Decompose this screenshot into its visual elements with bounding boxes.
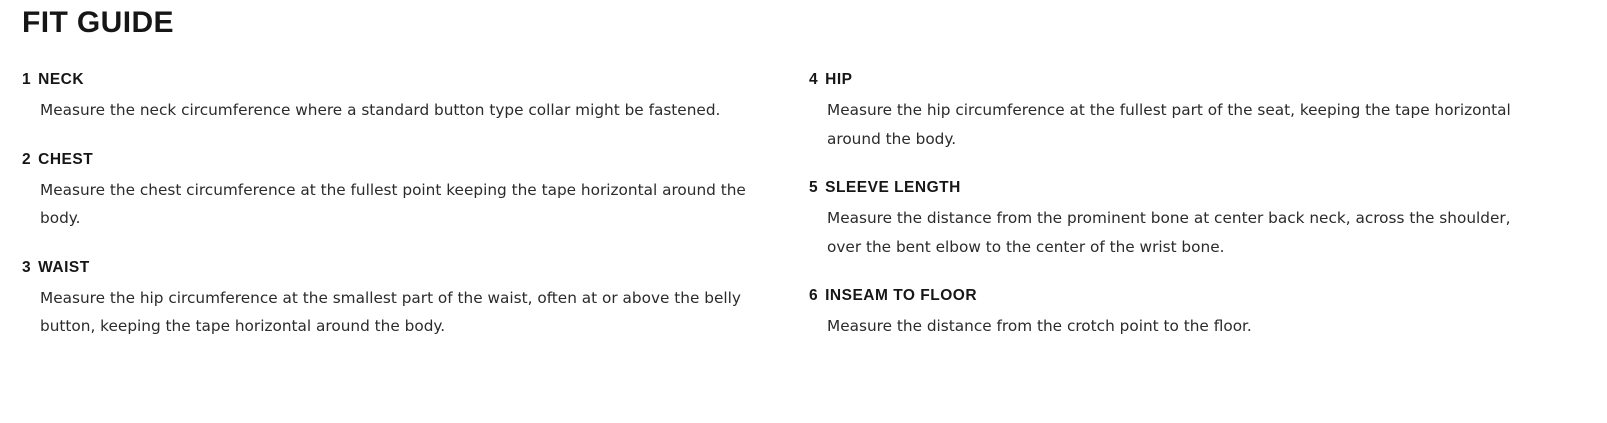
fit-guide-entry-waist [22, 258, 763, 341]
entry-description: Measure the hip circumference at the fullest part of the seat, keeping the tape horizontal around the body. [827, 101, 1511, 148]
entry-heading [22, 70, 763, 89]
entry-number: 6 [809, 286, 819, 304]
entry-label: HIP [825, 71, 853, 88]
fit-guide-column-left [0, 70, 793, 341]
entry-description: Measure the distance from the prominent bone at center back neck, across the shoulder, over the bent elbow to the center of the wrist bone. [827, 209, 1511, 256]
entry-number: 2 [22, 150, 32, 168]
entry-heading [809, 70, 1546, 89]
entry-heading [809, 286, 1546, 305]
fit-guide-columns [0, 70, 1607, 341]
fit-guide-entry-neck [22, 70, 763, 125]
fit-guide-entry-inseam-to-floor [809, 286, 1546, 341]
fit-guide-entry-chest [22, 150, 763, 233]
entry-heading [809, 178, 1546, 197]
entry-description: Measure the neck circumference where a standard button type collar might be fastened. [40, 101, 721, 120]
page-title: FIT GUIDE [22, 6, 174, 39]
entry-label: WAIST [38, 258, 90, 276]
entry-description: Measure the chest circumference at the fullest point keeping the tape horizontal around the body. [40, 181, 746, 228]
entry-heading [22, 258, 763, 277]
entry-label: INSEAM TO FLOOR [825, 286, 978, 304]
entry-number: 5 [809, 178, 819, 196]
fit-guide-entry-sleeve-length [809, 178, 1546, 261]
entry-description: Measure the hip circumference at the smallest part of the waist, often at or above the belly button, keeping the tape horizontal around the body. [40, 289, 741, 336]
entry-number: 3 [22, 258, 32, 276]
entry-label: NECK [38, 71, 85, 88]
fit-guide-entry-hip [809, 70, 1546, 153]
entry-label: SLEEVE LENGTH [825, 178, 961, 196]
entry-number: 1 [22, 71, 32, 88]
entry-label: CHEST [38, 150, 94, 168]
entry-description: Measure the distance from the crotch point to the floor. [827, 317, 1252, 336]
entry-heading [22, 150, 763, 169]
entry-number: 4 [809, 71, 819, 88]
fit-guide-column-right [793, 70, 1586, 341]
